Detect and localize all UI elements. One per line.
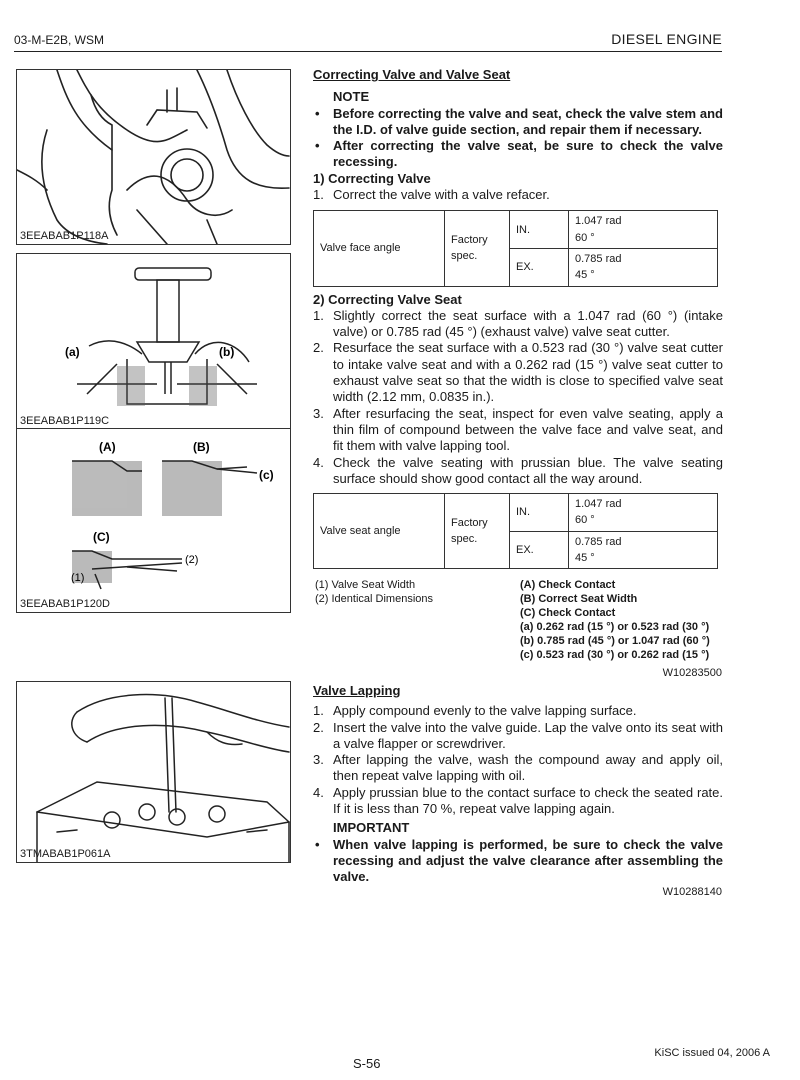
spec-factory: Factory spec. xyxy=(445,211,510,286)
header-rule xyxy=(14,51,722,52)
spec-port: EX. xyxy=(510,531,569,569)
step-item: 1. Slightly correct the seat surface with a 1.047 rad (60 °) (intake valve) or 0.785 rad (45 °) (exhaust valve) valve seat cutter. xyxy=(313,307,723,340)
legend-item: (B) Correct Seat Width xyxy=(520,593,638,605)
legend-item: (C) Check Contact xyxy=(520,607,616,619)
section-heading: Correcting Valve and Valve Seat xyxy=(313,67,511,82)
step-item: 1. Correct the valve with a valve refacer. xyxy=(313,187,550,203)
label-2: (2) xyxy=(185,554,199,566)
section-title: DIESEL ENGINE xyxy=(611,31,722,47)
step-item: 3. After lapping the valve, wash the compound away and apply oil, then repeat valve lapping with oil. xyxy=(313,752,723,784)
figure-caption: 3EEABAB1P120D xyxy=(20,598,110,610)
step-item: 2. Insert the valve into the valve guide. Lap the valve onto its seat with a valve flapper or screwdriver. xyxy=(313,719,723,751)
step-item: 4. Apply prussian blue to the contact surface to check the seated rate. If it is less than 70 %, repeat valve lapping again. xyxy=(313,784,723,817)
legend-item: (2) Identical Dimensions xyxy=(315,593,433,605)
figure-caption: 3EEABAB1P118A xyxy=(20,230,109,242)
note-item: • After correcting the valve seat, be sure to check the valve recessing. xyxy=(315,138,723,170)
valve-section xyxy=(313,67,723,569)
label-b: (b) xyxy=(219,345,235,359)
label-B: (B) xyxy=(193,440,210,454)
legend-item: (A) Check Contact xyxy=(520,579,616,591)
lapping-section xyxy=(313,683,723,886)
issue-note: KiSC issued 04, 2006 A xyxy=(654,1047,770,1059)
spec-port: IN. xyxy=(510,211,569,249)
label-c: (c) xyxy=(259,468,274,482)
spec-label: Valve seat angle xyxy=(314,494,445,569)
valve-seat-angle-table xyxy=(313,493,718,569)
step-item: 1. Apply compound evenly to the valve lapping surface. xyxy=(313,703,637,719)
sub-heading-correcting-seat: 2) Correcting Valve Seat xyxy=(313,291,462,307)
legend-right xyxy=(520,578,725,662)
step-item: 2. Resurface the seat surface with a 0.523 rad (30 °) valve seat cutter to intake valve seat and with a 0.262 rad (15 °) valve seat cutter to exhaust valve seat so that the width is close to specified valve seat width (2.12 mm, 0.0835 in.). xyxy=(313,340,723,405)
valve-face-angle-table xyxy=(313,210,718,286)
figure-seat-cutter xyxy=(16,253,291,430)
figure-valve-lapping xyxy=(16,681,291,863)
spec-value: 1.047 rad 60 ° xyxy=(569,494,718,532)
important-heading: IMPORTANT xyxy=(333,820,410,836)
reference-code: W10283500 xyxy=(662,667,722,679)
figure-seat-contact xyxy=(16,428,291,613)
figure-valve-refacer xyxy=(16,69,291,245)
spec-value: 0.785 rad 45 ° xyxy=(569,531,718,569)
valve-refacer-illustration xyxy=(17,70,290,244)
spec-port: EX. xyxy=(510,248,569,286)
label-A: (A) xyxy=(99,440,116,454)
legend-item: (b) 0.785 rad (45 °) or 1.047 rad (60 °) xyxy=(520,635,710,647)
spec-value: 1.047 rad 60 ° xyxy=(569,211,718,249)
legend-item: (c) 0.523 rad (30 °) or 0.262 rad (15 °) xyxy=(520,649,710,661)
label-C: (C) xyxy=(93,530,110,544)
manual-code: 03-M-E2B, WSM xyxy=(14,33,105,47)
spec-factory: Factory spec. xyxy=(445,494,510,569)
valve-lapping-illustration xyxy=(17,682,290,862)
note-heading: NOTE xyxy=(333,89,370,105)
legend-item: (1) Valve Seat Width xyxy=(315,579,416,591)
note-item: • Before correcting the valve and seat, check the valve stem and the I.D. of valve guide section, and repair them if necessary. xyxy=(315,105,723,137)
spec-port: IN. xyxy=(510,494,569,532)
step-item: 3. After resurfacing the seat, inspect for even valve seating, apply a thin film of compound between the valve face and valve seat, and fit them with valve lapping tool. xyxy=(313,405,723,454)
important-item: • When valve lapping is performed, be sure to check the valve recessing and adjust the valve clearance after assembling the valve. xyxy=(315,836,723,885)
section-heading: Valve Lapping xyxy=(313,683,401,698)
legend-item: (a) 0.262 rad (15 °) or 0.523 rad (30 °) xyxy=(520,621,710,633)
figure-caption: 3EEABAB1P119C xyxy=(20,415,110,427)
sub-heading-correcting-valve: 1) Correcting Valve xyxy=(313,170,431,186)
reference-code: W10288140 xyxy=(662,886,722,898)
label-a: (a) xyxy=(65,345,80,359)
page-number: S-56 xyxy=(353,1056,381,1071)
legend-left xyxy=(315,578,510,606)
spec-value: 0.785 rad 45 ° xyxy=(569,248,718,286)
spec-label: Valve face angle xyxy=(314,211,445,286)
figure-caption: 3TMABAB1P061A xyxy=(20,848,111,860)
seat-cutter-illustration xyxy=(17,254,290,429)
seat-contact-illustration xyxy=(17,429,290,612)
step-item: 4. Check the valve seating with prussian blue. The valve seating surface should show good contact all the way around. xyxy=(313,454,723,486)
label-1: (1) xyxy=(71,572,85,584)
